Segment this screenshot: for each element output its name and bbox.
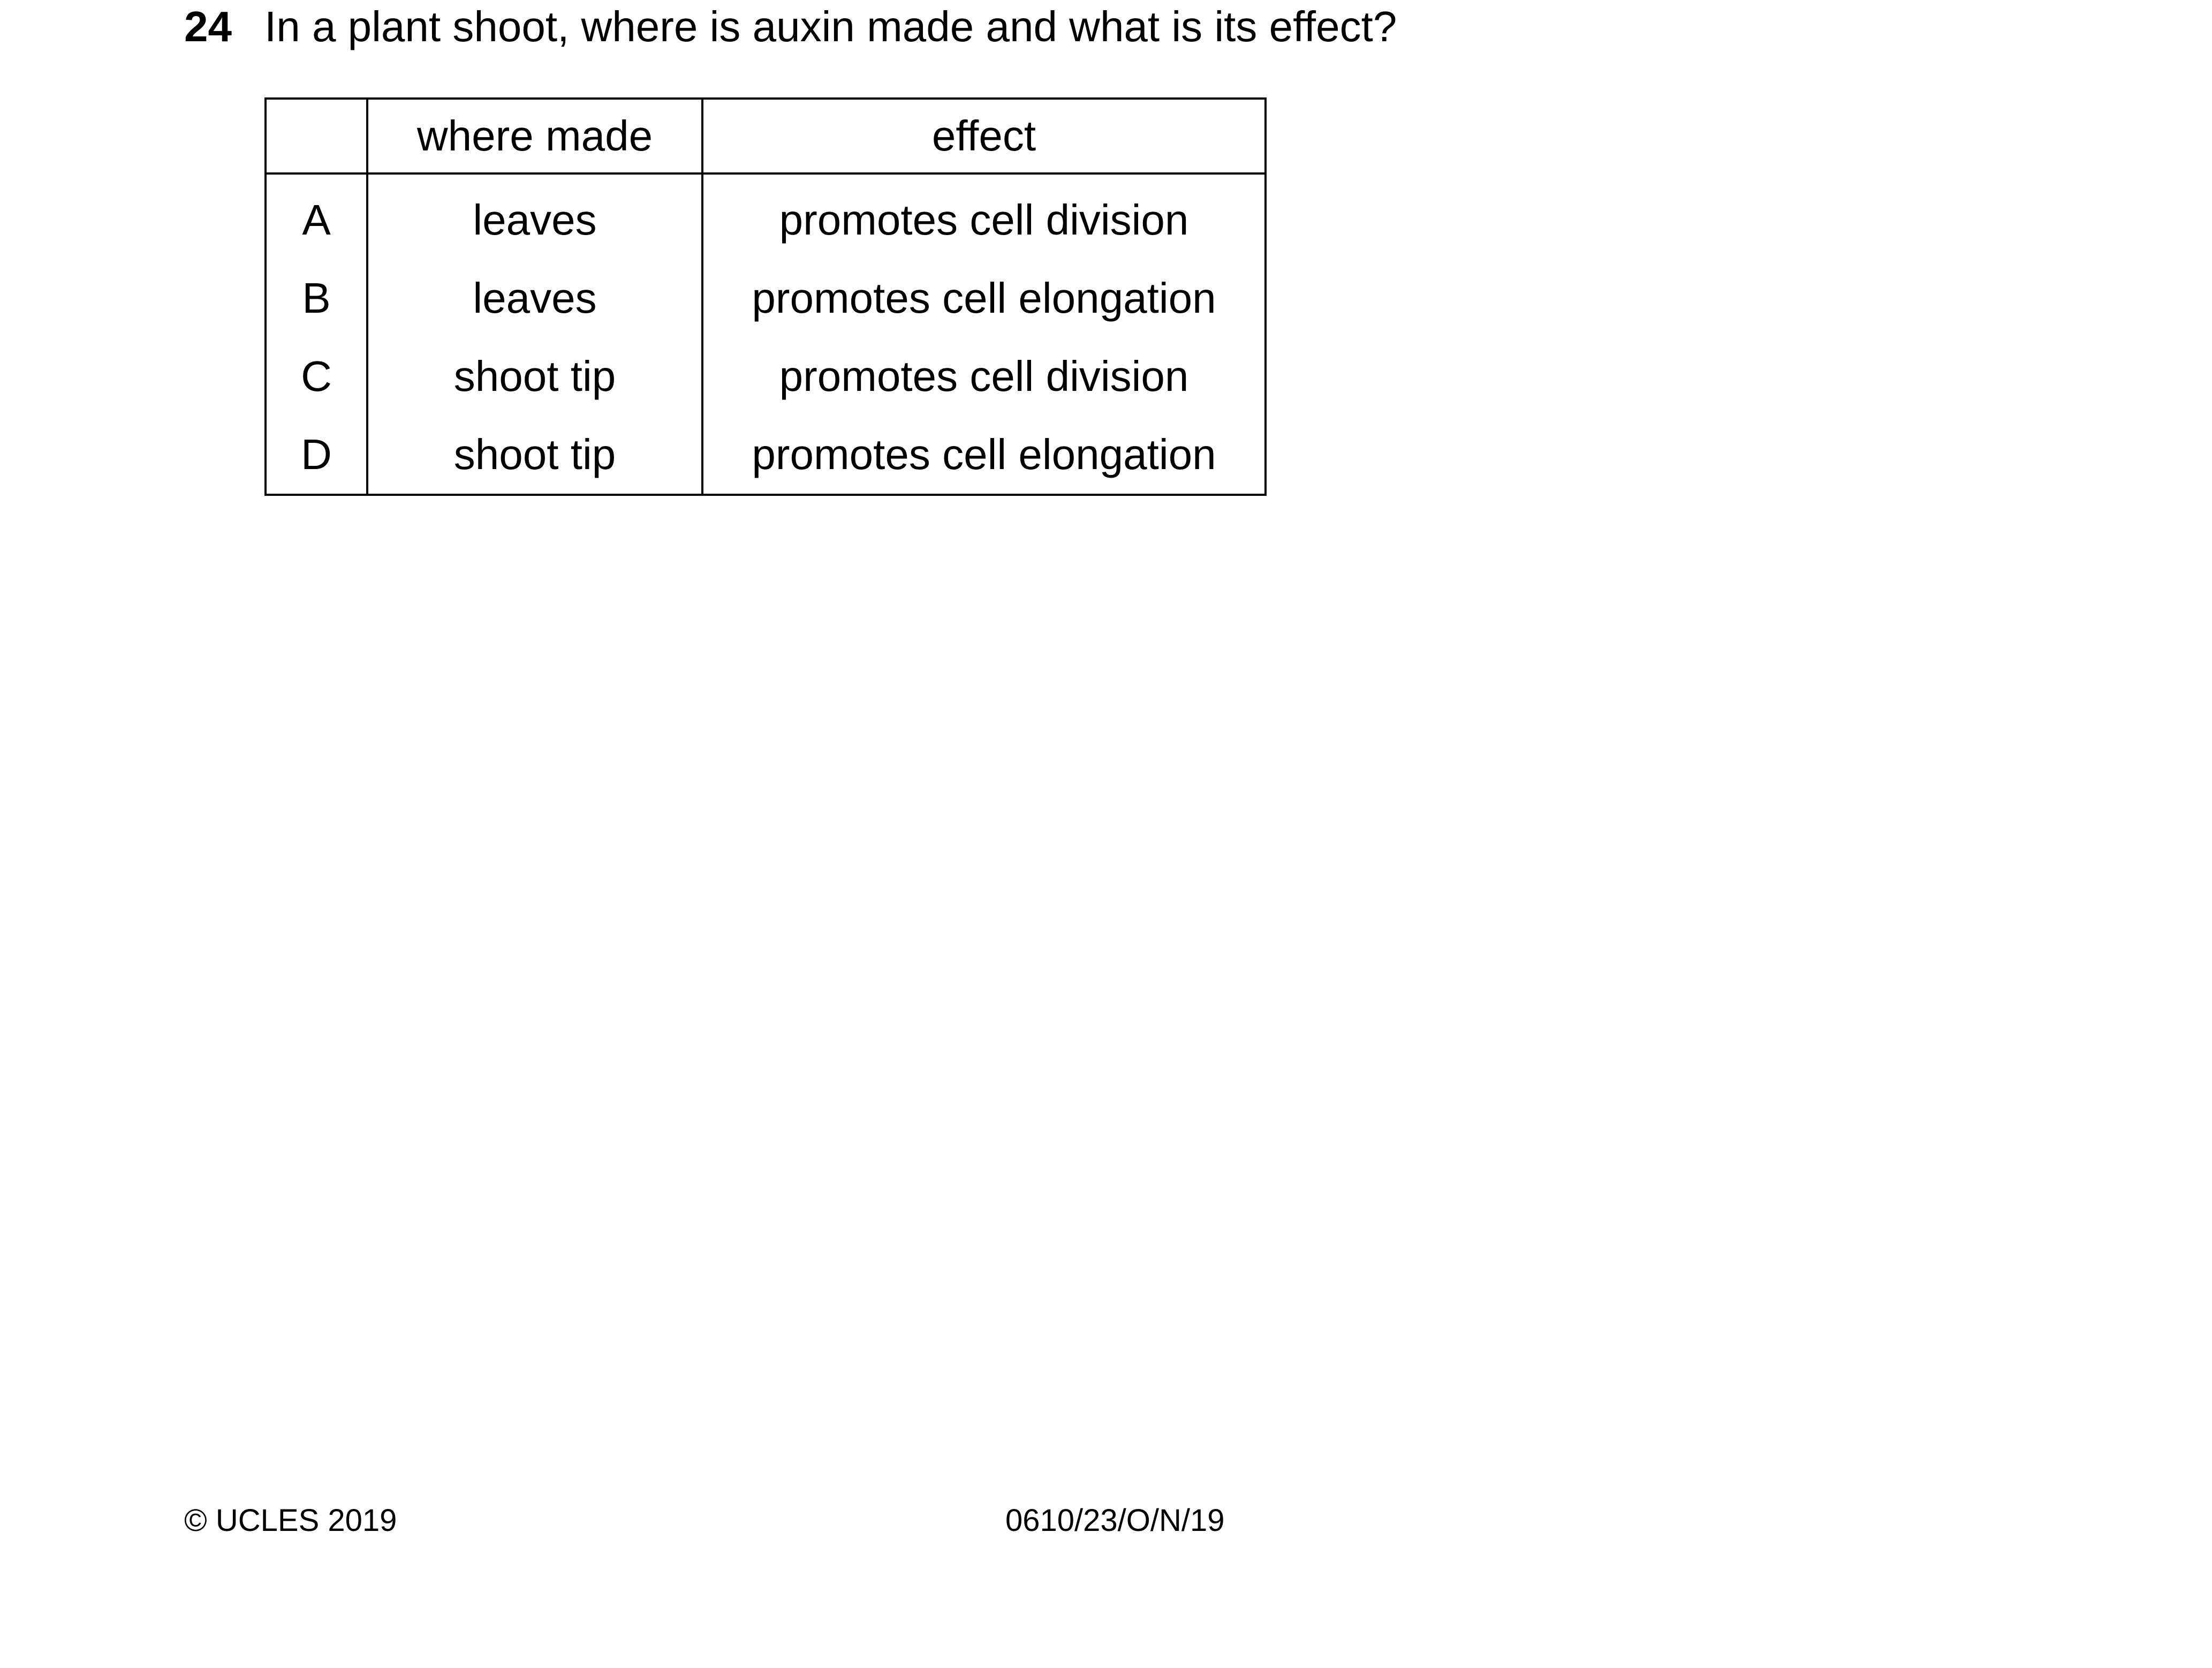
option-where-made: shoot tip	[367, 416, 702, 495]
header-letter	[266, 99, 367, 173]
option-where-made: leaves	[367, 173, 702, 259]
header-effect: effect	[702, 99, 1266, 173]
option-where-made: leaves	[367, 259, 702, 337]
option-effect: promotes cell division	[702, 337, 1266, 416]
answer-table	[264, 97, 1267, 496]
table-header-row	[266, 99, 1266, 173]
option-where-made: shoot tip	[367, 337, 702, 416]
table-row	[266, 416, 1266, 495]
question-text: In a plant shoot, where is auxin made and what is its effect?	[264, 3, 1397, 50]
table-row	[266, 173, 1266, 259]
option-letter: A	[266, 173, 367, 259]
option-letter: D	[266, 416, 367, 495]
option-effect: promotes cell elongation	[702, 259, 1266, 337]
header-where-made: where made	[367, 99, 702, 173]
option-effect: promotes cell division	[702, 173, 1266, 259]
table-row	[266, 337, 1266, 416]
option-letter: B	[266, 259, 367, 337]
option-effect: promotes cell elongation	[702, 416, 1266, 495]
option-letter: C	[266, 337, 367, 416]
table-row	[266, 259, 1266, 337]
question-number: 24	[184, 3, 232, 50]
question	[184, 0, 1397, 54]
paper-code: 0610/23/O/N/19	[1005, 1503, 1225, 1538]
copyright-notice: © UCLES 2019	[184, 1503, 397, 1538]
